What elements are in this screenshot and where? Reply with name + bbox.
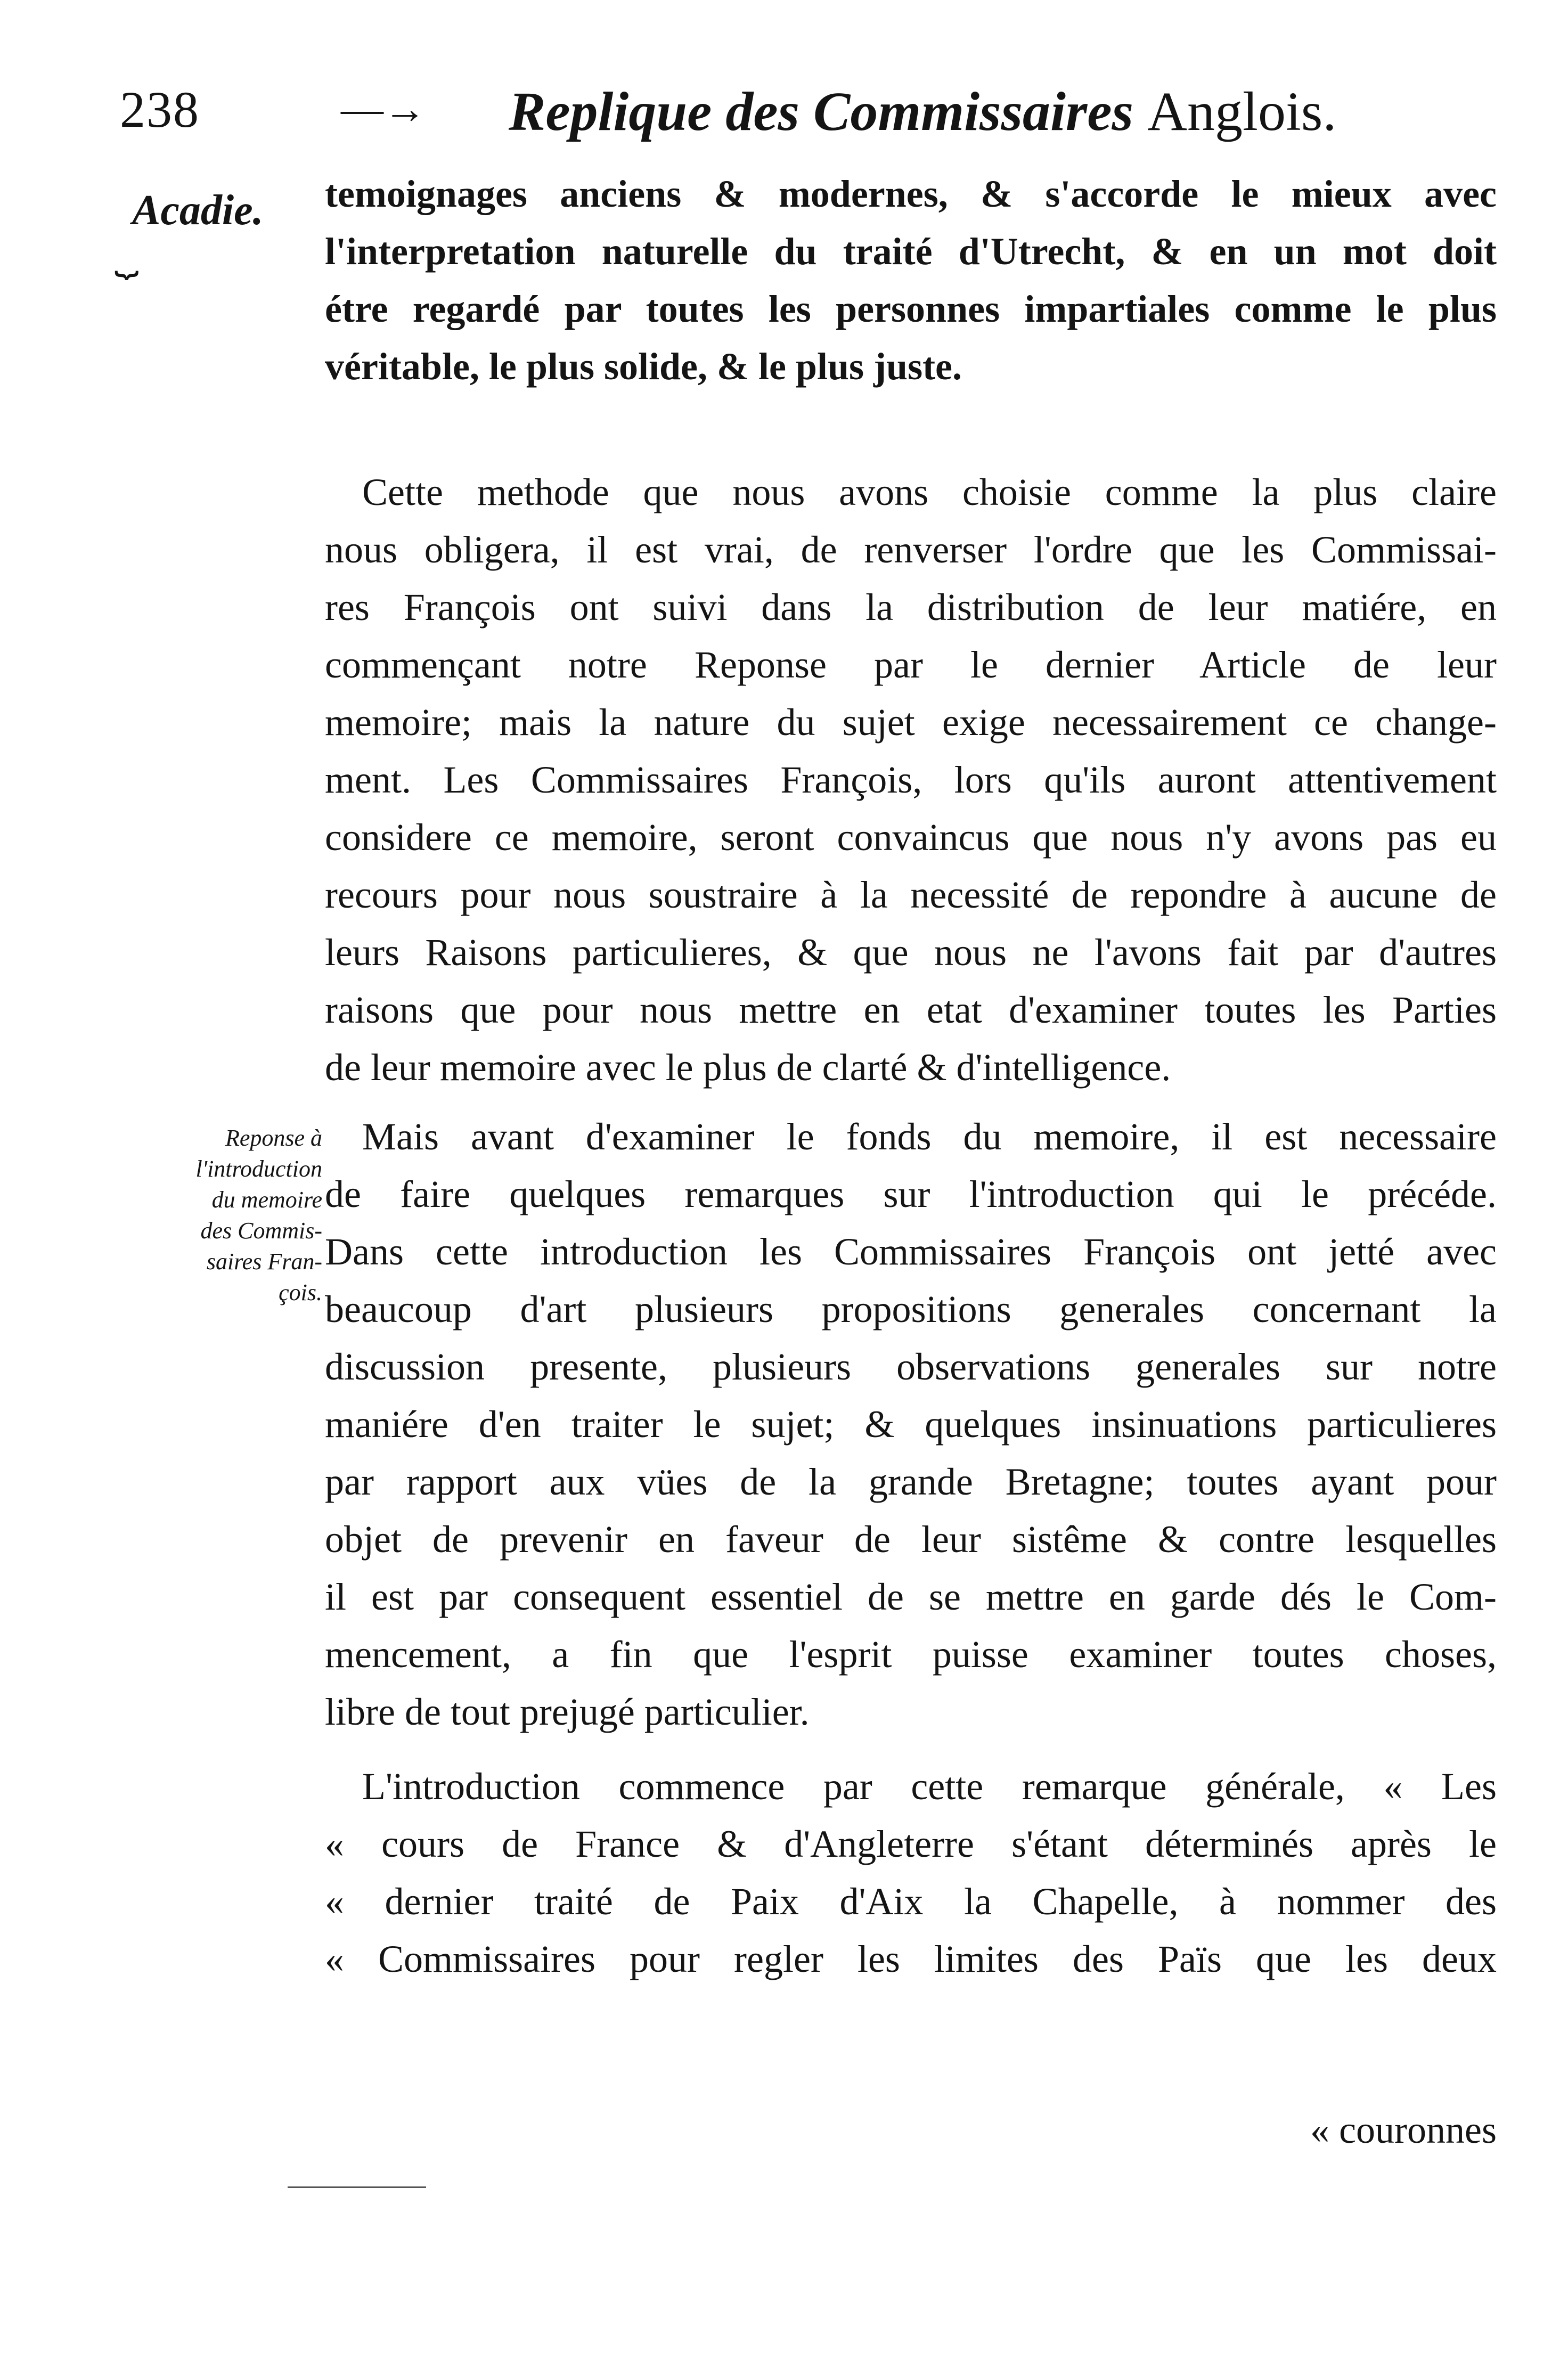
running-title	[509, 80, 1336, 143]
text-line: raisons que pour nous mettre en etat d'examiner toutes les Parties	[325, 989, 1497, 1031]
side-note-line: du memoire	[211, 1187, 322, 1213]
text-line: libre de tout prejugé particulier.	[325, 1691, 810, 1733]
side-note-line: l'introduction	[195, 1156, 322, 1182]
text-line: mencement, a fin que l'esprit puisse examiner toutes choses,	[325, 1633, 1497, 1676]
side-note-line: saires Fran-	[206, 1248, 322, 1275]
text-line: de leur memoire avec le plus de clarté & d'intelligence.	[325, 1046, 1171, 1089]
text-line: Cette methode que nous avons choisie comme la plus claire	[362, 471, 1497, 513]
text-line: res François ont suivi dans la distribution de leur matiére, en	[325, 586, 1497, 629]
running-title-roman: Anglois.	[1147, 81, 1337, 142]
text-line: discussion presente, plusieurs observations generales sur notre	[325, 1345, 1497, 1388]
margin-keyword: Acadie.	[132, 187, 264, 234]
running-title-italic: Replique des Commissaires	[509, 81, 1133, 142]
brace-ornament-icon: ⏟	[115, 232, 137, 277]
running-head	[0, 80, 1568, 144]
bottom-rule	[288, 2186, 426, 2188]
paragraph-4	[325, 1758, 1497, 1988]
text-line: leurs Raisons particulieres, & que nous ne l'avons fait par d'autres	[325, 931, 1497, 974]
text-line: Dans cette introduction les Commissaires François ont jetté avec	[325, 1230, 1497, 1273]
text-line: il est par consequent essentiel de se mettre en garde dés le Com-	[325, 1576, 1497, 1618]
text-line: de faire quelques remarques sur l'introduction qui le précéde.	[325, 1173, 1497, 1215]
paragraph-1	[325, 165, 1497, 395]
text-line: « cours de France & d'Angleterre s'étant déterminés après le	[325, 1823, 1497, 1865]
text-line: nous obligera, il est vrai, de renverser l'ordre que les Commissai-	[325, 528, 1497, 571]
text-line: memoire; mais la nature du sujet exige necessairement ce change-	[325, 701, 1497, 744]
text-line: par rapport aux vües de la grande Bretagne; toutes ayant pour	[325, 1460, 1497, 1503]
text-line: commençant notre Reponse par le dernier Article de leur	[325, 643, 1497, 686]
text-line: considere ce memoire, seront convaincus que nous n'y avons pas eu	[325, 816, 1497, 859]
text-line: temoignages anciens & modernes, & s'accorde le mieux avec	[325, 173, 1497, 215]
text-line: véritable, le plus solide, & le plus juste.	[325, 345, 962, 388]
catchword-block	[325, 2101, 1497, 2159]
text-line: objet de prevenir en faveur de leur sistême & contre lesquelles	[325, 1518, 1497, 1561]
text-line: l'interpretation naturelle du traité d'Utrecht, & en un mot doit	[325, 230, 1497, 273]
text-line: Mais avant d'examiner le fonds du memoire, il est necessaire	[362, 1115, 1497, 1158]
text-line: « Commissaires pour regler les limites des Païs que les deux	[325, 1938, 1497, 1980]
page-number: 238	[120, 81, 200, 138]
text-line: étre regardé par toutes les personnes impartiales comme le plus	[325, 288, 1497, 330]
side-note-line: çois.	[279, 1279, 322, 1305]
text-line: « dernier traité de Paix d'Aix la Chapelle, à nommer des	[325, 1880, 1497, 1923]
text-line: maniére d'en traiter le sujet; & quelques insinuations particulieres	[325, 1403, 1497, 1446]
paragraph-3	[325, 1108, 1497, 1741]
side-note-line: Reponse à	[225, 1125, 322, 1151]
text-line: ment. Les Commissaires François, lors qu'ils auront attentivement	[325, 758, 1497, 801]
text-line: beaucoup d'art plusieurs propositions generales concernant la	[325, 1288, 1497, 1331]
text-line: recours pour nous soustraire à la necessité de repondre à aucune de	[325, 874, 1497, 916]
catchword: « couronnes	[1310, 2109, 1497, 2151]
text-line: L'introduction commence par cette remarque générale, « Les	[362, 1765, 1497, 1808]
side-note-line: des Commis-	[200, 1218, 322, 1244]
side-note	[162, 1123, 322, 1308]
arrow-icon: —→	[341, 86, 426, 133]
paragraph-2	[325, 463, 1497, 1096]
